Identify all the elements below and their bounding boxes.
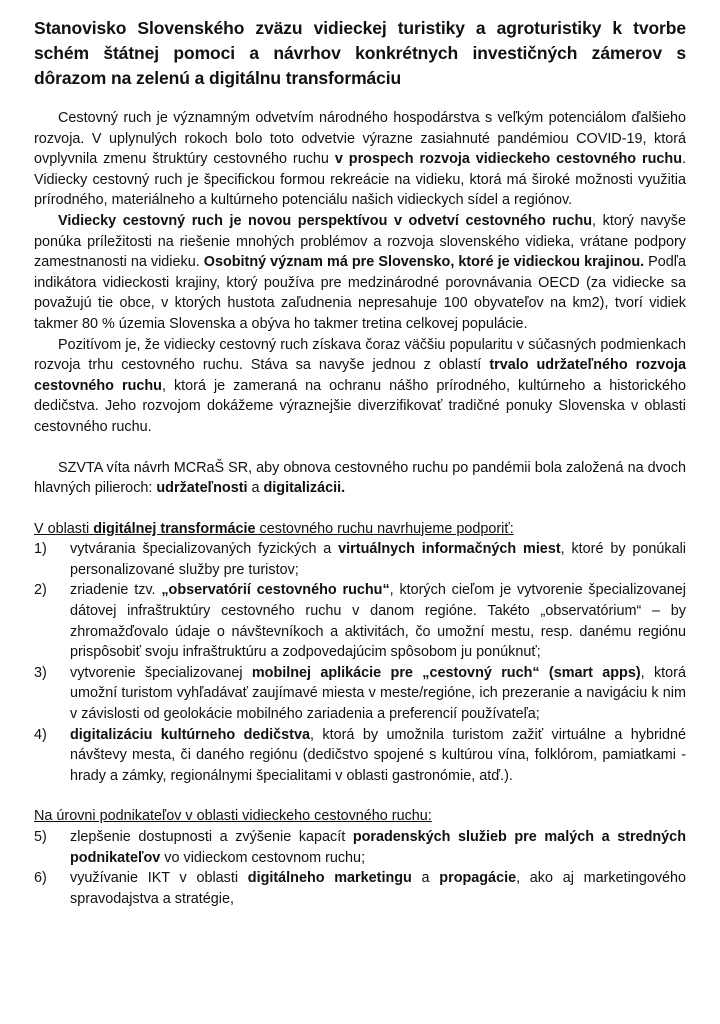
- section-heading-digital: [34, 519, 686, 540]
- list-item: [34, 580, 686, 662]
- text-span: vytvárania špecializovaných fyzických a: [70, 541, 339, 558]
- spacer: [34, 499, 686, 519]
- bold-span: poradenských služieb pre malých a stredných podnikateľov: [70, 829, 686, 866]
- text-span: vytvorenie špecializovanej: [70, 664, 252, 681]
- document-body: [34, 108, 686, 909]
- text-span: Cestovný ruch je významným odvetvím národného hospodárstva s veľkým potenciálom ďalšieho rozvoja. V uplynulých rokoch bolo toto odvetvie výrazne zasiahnuté pandémiou COVID-19, ktorá ovplyvnila zmenu štruktúry cestovného ruchu: [34, 110, 686, 168]
- text-span: , ktorá je zameraná na ochranu nášho prírodného, kultúrneho a historického dedičstva. Jeho rozvojom dokážeme výraznejšie diverzifikovať tradičné ponuky Slovenska v oblasti cestovného ruchu.: [34, 377, 686, 435]
- text-span: . Vidiecky cestovný ruch je špecifickou formou rekreácie na vidieku, ktorá má široké možnosti využitia prírodného, materiálneho a kultúrneho potenciálu našich vidieckych sídel a regiónov.: [34, 151, 687, 209]
- bold-span: digitalizáciu kultúrneho dedičstva: [70, 726, 310, 743]
- text-span: zlepšenie dostupnosti a zvýšenie kapacít: [70, 829, 353, 845]
- text-span: vo vidieckom cestovnom ruchu;: [160, 849, 366, 866]
- bold-span: trvalo udržateľného rozvoja cestovného ruchu: [34, 357, 686, 394]
- list-number: 3): [34, 664, 47, 681]
- text-span: , ktorý navyše ponúka príležitosti na riešenie mnohých problémov a rozvoja slovenského vidieka, vrátane podpory zamestnanosti na vidieku.: [34, 212, 686, 271]
- text-span: , ktorá umožní turistom vyhľadávať zaujímavé miesta v meste/regióne, ich prezeranie a navigáciu k nim v závislosti od geolokácie mobilného zariadenia a preferencií používateľa;: [70, 664, 686, 723]
- text-span: , ktorá by umožnila turistom zažiť virtuálne a hybridné návštevy mesta, či daného regiónu (dedičstvo spojené s kultúrou vína, folklórom, pamiatkami - hrady a zámky, regionálnymi špecialitami v oblasti gastronómie, atď.).: [70, 726, 686, 784]
- bold-span: mobilnej aplikácie pre „cestovný ruch“ (smart apps): [251, 664, 641, 681]
- list-item: [34, 725, 686, 787]
- paragraph-intro: [34, 108, 686, 211]
- text-span: zriadenie tzv.: [70, 582, 162, 599]
- list-item: [34, 827, 686, 868]
- text-span: V oblasti: [34, 520, 94, 537]
- list-number: 6): [34, 870, 47, 887]
- text-span: a: [247, 480, 264, 497]
- text-span: SZVTA víta návrh MCRaŠ SR, aby obnova cestovného ruchu po pandémii bola založená na dvoch hlavných pilieroch:: [34, 459, 686, 497]
- spacer: [34, 438, 686, 458]
- text-span: Pozitívom je, že vidiecky cestovný ruch získava čoraz väčšiu popularitu v súčasných podmienkach rozvoja trhu cestovného ruchu. Stáva sa navyše jednou z oblastí: [34, 336, 686, 374]
- text-span: využívanie IKT v oblasti: [70, 870, 248, 887]
- bold-span: Osobitný význam má pre Slovensko, ktoré je vidieckou krajinou.: [203, 254, 645, 271]
- bold-span: propagácie: [439, 870, 517, 887]
- bold-span: v prospech rozvoja vidieckeho cestovného ruchu: [334, 151, 683, 168]
- bold-span: Vidiecky cestovný ruch je novou perspektívou v odvetví cestovného ruchu: [58, 212, 593, 229]
- digital-proposals-list: [34, 539, 686, 786]
- bold-span: digitálneho marketingu: [247, 870, 412, 887]
- list-item: [34, 868, 686, 909]
- text-span: , ktorých cieľom je vytvorenie špecializovanej dátovej infraštruktúry cestovného ruchu v danom regióne. Takéto „observatórium“ – by zhromažďovalo údaje o návštevníkoch a aktivitách, čo umožní mestu, resp. danému regiónu prispôsobiť svoju infraštruktúru a zodpovedajúcim spôsobom ju ponúknuť;: [70, 582, 686, 661]
- list-item: [34, 539, 686, 580]
- list-number: 4): [34, 726, 47, 743]
- spacer: [34, 786, 686, 806]
- text-span: , ktoré by ponúkali personalizované služby pre turistov;: [70, 541, 686, 578]
- paragraph-positives: [34, 335, 686, 438]
- section-heading-entrepreneurs: Na úrovni podnikateľov v oblasti vidieckeho cestovného ruchu:: [34, 808, 432, 825]
- bold-span: digitálnej transformácie: [93, 520, 256, 537]
- document-title: Stanovisko Slovenského zväzu vidieckej turistiky a agroturistiky k tvorbe schém štátnej pomoci a návrhov konkrétnych investičných zámerov s dôrazom na zelenú a digitálnu transformáciu: [34, 18, 686, 88]
- list-number: 2): [34, 582, 47, 599]
- list-number: 5): [34, 829, 47, 845]
- paragraph-szvta: [34, 458, 686, 499]
- list-number: 1): [34, 541, 47, 558]
- entrepreneur-proposals-list: [34, 827, 686, 909]
- text-span: cestovného ruchu navrhujeme podporiť:: [255, 520, 514, 537]
- bold-span: udržateľnosti: [156, 480, 248, 497]
- text-span: a: [411, 870, 440, 887]
- text-span: Podľa indikátora vidieckosti krajiny, ktorý používa pre medzinárodné porovnávania OECD (za vidiecke sa považujú tie obce, v ktorých hustota zaľudnenia nepresahuje 100 obyvateľov na km2), tvorí vidiek takmer 80 % územia Slovenska a obýva ho takmer tretina celkovej populácie.: [34, 254, 686, 332]
- paragraph-rural-tourism: [34, 211, 686, 335]
- bold-span: digitalizácii.: [263, 480, 346, 497]
- bold-span: virtuálnych informačných miest: [338, 541, 561, 558]
- list-item: [34, 663, 686, 725]
- bold-span: „observatórií cestovného ruchu“: [161, 582, 390, 599]
- text-span: , ako aj marketingového spravodajstva a stratégie,: [70, 870, 687, 907]
